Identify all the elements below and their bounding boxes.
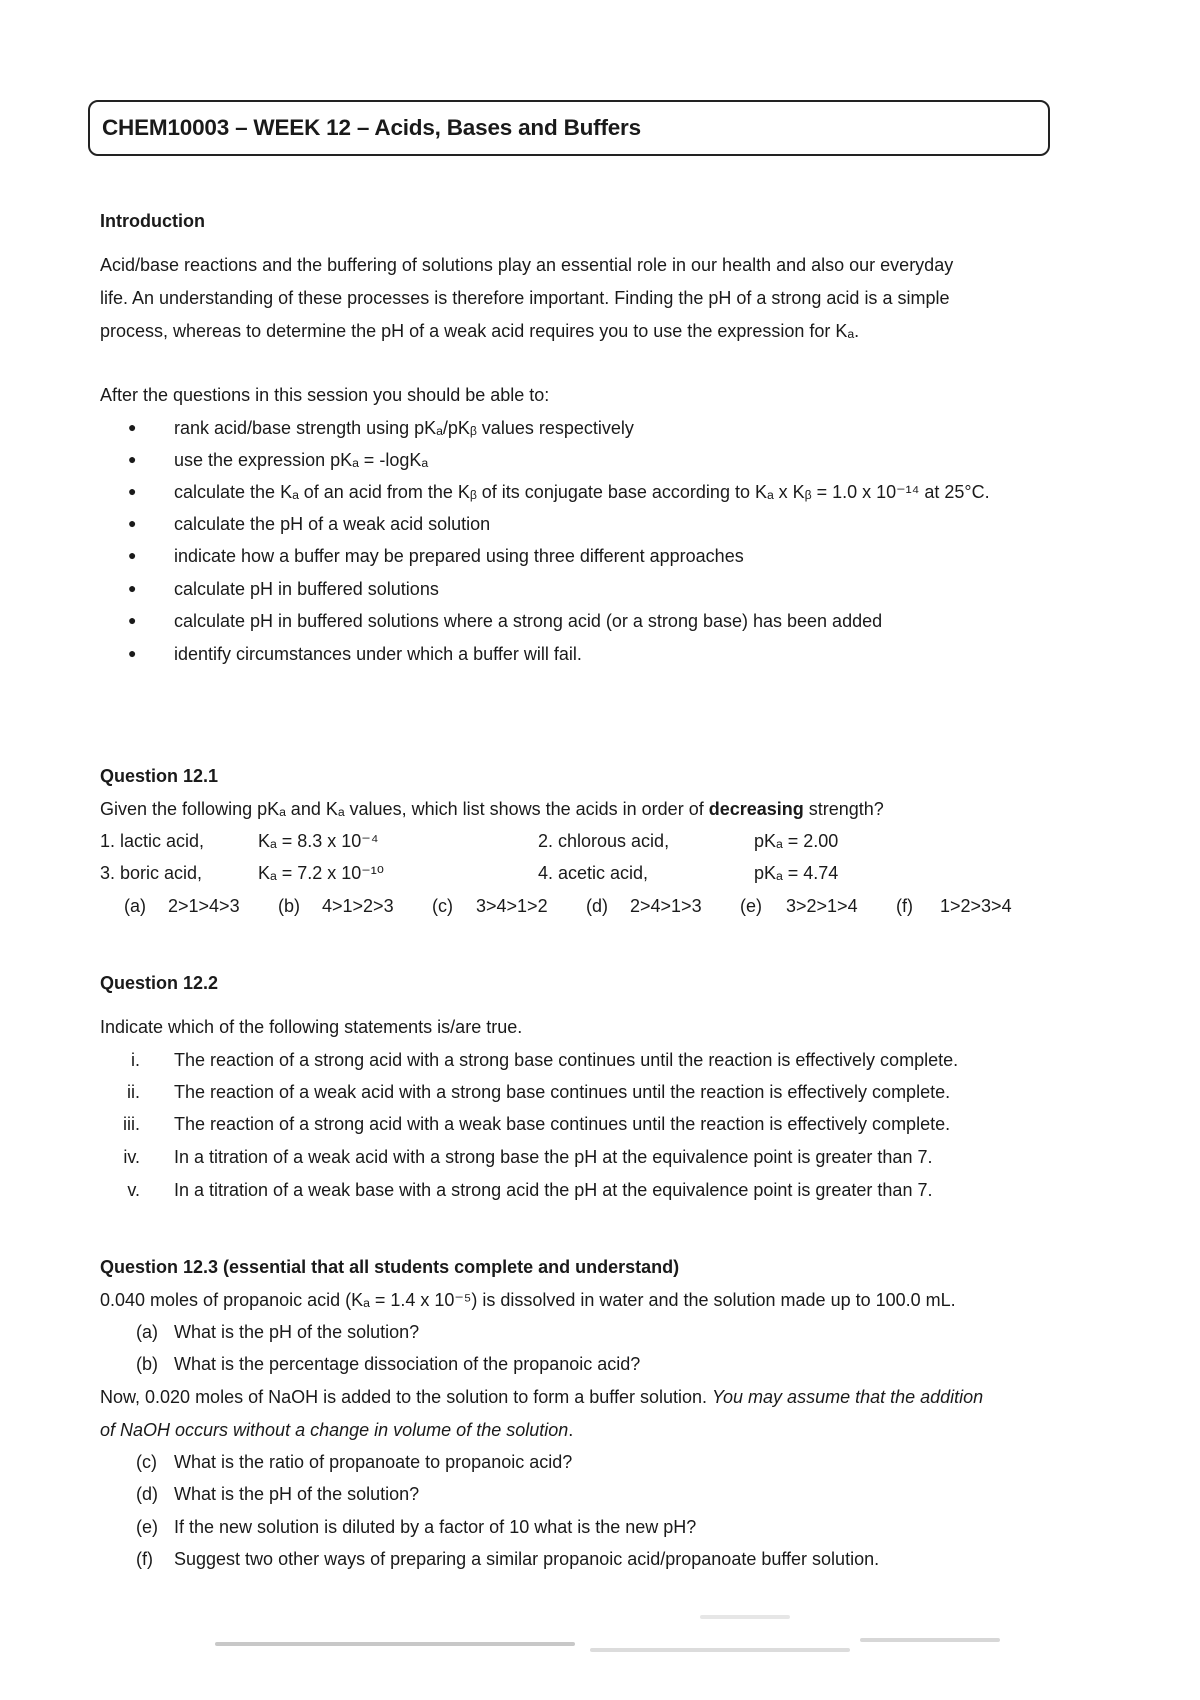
sub-question-label: (d): [136, 1484, 158, 1504]
option-label: (b): [278, 896, 300, 916]
sub-question-label: (f): [136, 1549, 153, 1569]
statement-number: i.: [131, 1050, 140, 1070]
statement-number: iii.: [123, 1114, 140, 1134]
scan-smudge: [590, 1648, 850, 1652]
objectives-lead: After the questions in this session you should be able to:: [100, 385, 550, 405]
acid-name: 1. lactic acid,: [100, 831, 205, 851]
acid-value: pKₐ = 2.00: [754, 831, 839, 851]
sub-question: [136, 1323, 419, 1341]
option-label: (c): [432, 896, 453, 916]
objective-item: ● calculate pH in buffered solutions where a strong acid (or a strong base) has been added: [128, 611, 883, 631]
q2-prompt: Indicate which of the following statements is/are true.: [100, 1017, 523, 1037]
sub-question: [136, 1518, 696, 1536]
bullet-icon: ●: [128, 419, 137, 435]
statement-text: The reaction of a weak acid with a strong base continues until the reaction is effectively complete.: [174, 1082, 951, 1102]
bullet-icon: ●: [128, 515, 137, 531]
bullet-icon: ●: [128, 547, 137, 563]
objective-item: ● rank acid/base strength using pKₐ/pKᵦ values respectively: [128, 418, 634, 438]
sub-question-text: What is the pH of the solution?: [174, 1322, 420, 1342]
sub-question: [136, 1550, 879, 1568]
sub-question-text: If the new solution is diluted by a factor of 10 what is the new pH?: [174, 1517, 697, 1537]
acid-value: Kₐ = 8.3 x 10⁻⁴: [258, 831, 379, 851]
option-label: (f): [896, 896, 913, 916]
title-box: [88, 100, 1050, 156]
acid-name: 4. acetic acid,: [538, 863, 649, 883]
scan-smudge: [700, 1615, 790, 1619]
option-text: 4>1>2>3: [322, 896, 394, 916]
option-label: (a): [124, 896, 146, 916]
objective-item: ● identify circumstances under which a buffer will fail.: [128, 644, 582, 664]
objective-item: ● calculate the pH of a weak acid solution: [128, 514, 491, 534]
sub-question-label: (b): [136, 1354, 158, 1374]
option-text: 3>4>1>2: [476, 896, 548, 916]
statement-number: iv.: [123, 1147, 140, 1167]
bullet-icon: ●: [128, 451, 137, 467]
option-text: 2>4>1>3: [630, 896, 702, 916]
sub-question-label: (e): [136, 1517, 158, 1537]
q3-heading: Question 12.3 (essential that all students complete and understand): [100, 1257, 680, 1277]
objective-item: ● use the expression pKₐ = -logKₐ: [128, 450, 429, 470]
acid-name: 3. boric acid,: [100, 863, 203, 883]
intro-para-line-1: Acid/base reactions and the buffering of solutions play an essential role in our health and also our everyday: [100, 255, 954, 275]
acid-value: Kₐ = 7.2 x 10⁻¹⁰: [258, 863, 384, 883]
option-text: 1>2>3>4: [940, 896, 1012, 916]
objective-item: ● indicate how a buffer may be prepared using three different approaches: [128, 546, 744, 566]
intro-para-line-2: life. An understanding of these processes is therefore important. Finding the pH of a strong acid is a simple: [100, 288, 950, 308]
sub-question-text: What is the ratio of propanoate to propanoic acid?: [174, 1452, 573, 1472]
statement-text: The reaction of a strong acid with a weak base continues until the reaction is effectively complete.: [174, 1114, 951, 1134]
statement-row: [100, 1051, 958, 1069]
statement-row: [100, 1115, 950, 1133]
statement-text: In a titration of a weak acid with a strong base the pH at the equivalence point is greater than 7.: [174, 1147, 933, 1167]
bullet-icon: ●: [128, 645, 137, 661]
q3-buffer-statement: Now, 0.020 moles of NaOH is added to the solution to form a buffer solution. You may assume that the addition: [100, 1387, 984, 1407]
sub-question: [136, 1355, 640, 1373]
sub-question-label: (c): [136, 1452, 157, 1472]
option-text: 2>1>4>3: [168, 896, 240, 916]
option-label: (e): [740, 896, 762, 916]
bullet-icon: ●: [128, 580, 137, 596]
sub-question-label: (a): [136, 1322, 158, 1342]
sub-question: [136, 1485, 419, 1503]
intro-heading: Introduction: [100, 211, 205, 231]
q3-buffer-statement-cont: of NaOH occurs without a change in volume of the solution.: [100, 1420, 574, 1440]
sub-question-text: What is the pH of the solution?: [174, 1484, 420, 1504]
statement-row: [100, 1181, 932, 1199]
objective-item: ● calculate pH in buffered solutions: [128, 579, 439, 599]
statement-row: [100, 1083, 950, 1101]
sub-question-text: Suggest two other ways of preparing a similar propanoic acid/propanoate buffer solution.: [174, 1549, 880, 1569]
statement-text: The reaction of a strong acid with a strong base continues until the reaction is effectively complete.: [174, 1050, 959, 1070]
bullet-icon: ●: [128, 483, 137, 499]
q3-intro: 0.040 moles of propanoic acid (Kₐ = 1.4 x 10⁻⁵) is dissolved in water and the solution made up to 100.0 mL.: [100, 1290, 956, 1310]
statement-text: In a titration of a weak base with a strong acid the pH at the equivalence point is greater than 7.: [174, 1180, 933, 1200]
q1-heading: Question 12.1: [100, 766, 219, 786]
sub-question-text: What is the percentage dissociation of the propanoic acid?: [174, 1354, 641, 1374]
acid-value: pKₐ = 4.74: [754, 863, 839, 883]
document-title: CHEM10003 – WEEK 12 – Acids, Bases and Buffers: [102, 115, 641, 140]
sub-question: [136, 1453, 572, 1471]
q1-prompt: Given the following pKₐ and Kₐ values, which list shows the acids in order of decreasing strength?: [100, 799, 884, 819]
intro-para-line-3: process, whereas to determine the pH of a weak acid requires you to use the expression for Kₐ.: [100, 321, 860, 341]
scan-smudge: [215, 1642, 575, 1646]
acid-name: 2. chlorous acid,: [538, 831, 670, 851]
statement-number: v.: [127, 1180, 140, 1200]
option-label: (d): [586, 896, 608, 916]
statement-number: ii.: [127, 1082, 140, 1102]
statement-row: [100, 1148, 932, 1166]
q2-heading: Question 12.2: [100, 973, 219, 993]
option-text: 3>2>1>4: [786, 896, 858, 916]
bullet-icon: ●: [128, 612, 137, 628]
scan-smudge: [860, 1638, 1000, 1642]
objective-item: ● calculate the Kₐ of an acid from the Kᵦ of its conjugate base according to Kₐ x Kᵦ = 1.0 x 10⁻¹⁴ at 25°C.: [128, 482, 990, 502]
